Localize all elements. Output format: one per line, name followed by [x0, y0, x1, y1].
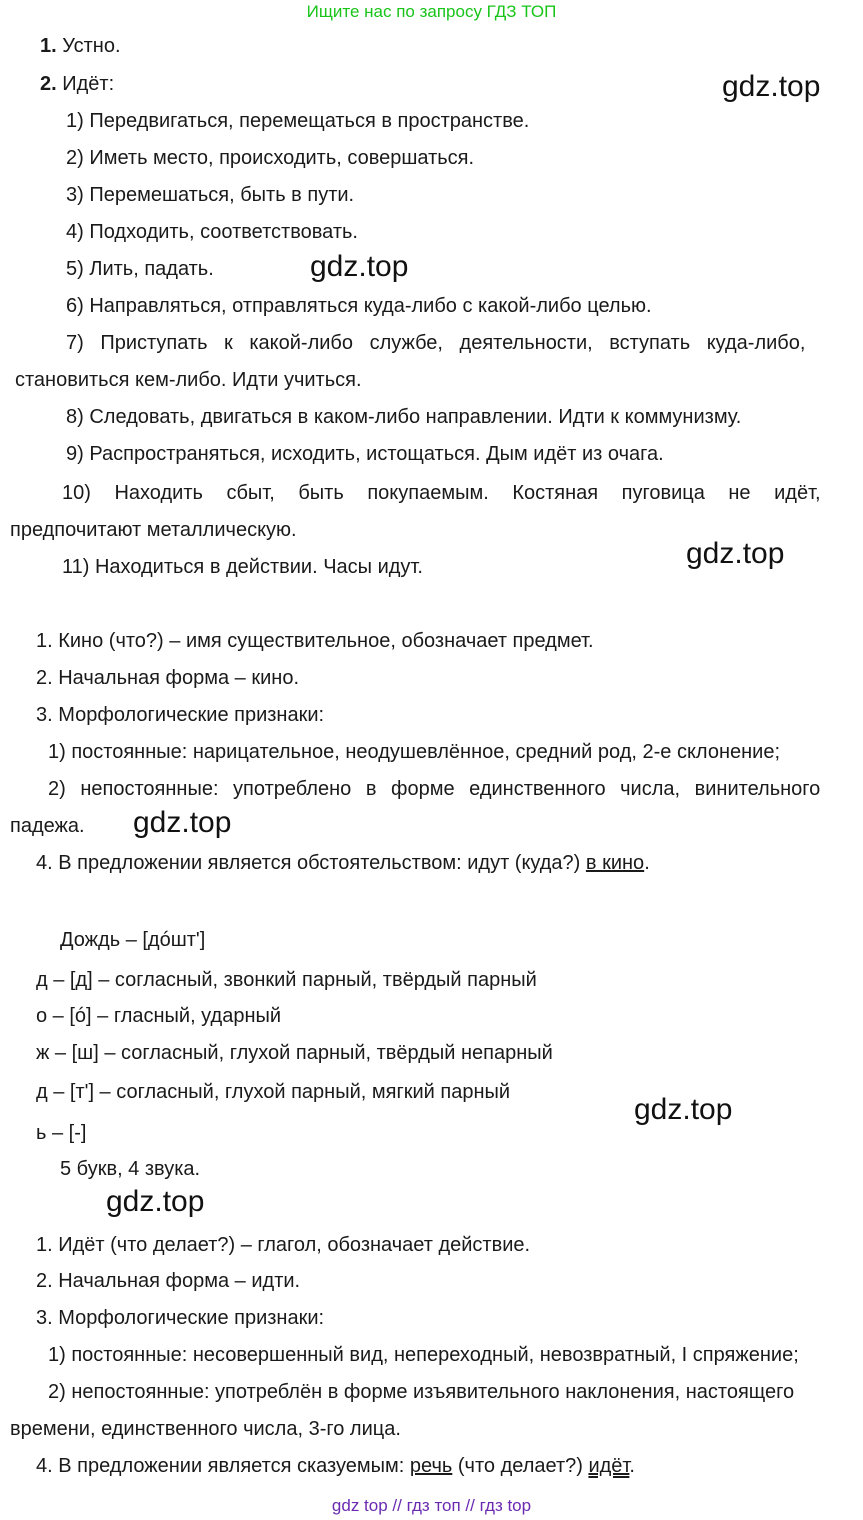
kino-point-4-text: 4. В предложении является обстоятельством: идут (куда?) — [36, 852, 586, 874]
meaning-7-line2: становиться кем-либо. Идти учиться. — [15, 369, 362, 391]
kino-constant: 1) постоянные: нарицательное, неодушевлённое, средний род, 2-е склонение; — [48, 741, 781, 763]
phonetic-row-4: д – [т'] – согласный, глухой парный, мягкий парный — [36, 1081, 511, 1103]
meaning-7-line1: 7) Приступать к какой-либо службе, деятельности, вступать куда-либо, — [66, 332, 806, 354]
watermark: gdz.top — [310, 250, 409, 283]
kino-variable-line2: падежа. — [10, 815, 85, 837]
meaning-8: 8) Следовать, двигаться в каком-либо направлении. Идти к коммунизму. — [66, 406, 742, 428]
meaning-2: 2) Иметь место, происходить, совершаться. — [66, 147, 475, 169]
kino-underlined-circumstance: в кино — [585, 852, 645, 874]
idet-point-3: 3. Морфологические признаки: — [36, 1307, 325, 1329]
idet-point-1: 1. Идёт (что делает?) – глагол, обозначает действие. — [36, 1234, 531, 1256]
footer-links[interactable]: gdz top // гдз топ // гдз top — [331, 1496, 532, 1515]
watermark: gdz.top — [686, 537, 785, 570]
idet-point-4-text: 4. В предложении является сказуемым: — [36, 1455, 410, 1477]
phonetic-row-5: ь – [-] — [36, 1122, 87, 1144]
kino-point-2: 2. Начальная форма – кино. — [36, 667, 300, 689]
meaning-1: 1) Передвигаться, перемещаться в пространстве. — [66, 110, 530, 132]
phonetic-row-2: о – [ó] – гласный, ударный — [36, 1005, 282, 1027]
meaning-4: 4) Подходить, соответствовать. — [66, 221, 358, 243]
watermark: gdz.top — [634, 1093, 733, 1126]
top-banner: Ищите нас по запросу ГДЗ ТОП — [306, 2, 557, 21]
task2-line — [40, 72, 114, 96]
idet-subject-word: речь — [409, 1455, 453, 1477]
kino-point-1: 1. Кино (что?) – имя существительное, обозначает предмет. — [36, 630, 594, 652]
idet-variable-line2: времени, единственного числа, 3-го лица. — [10, 1418, 401, 1440]
phonetic-header: Дождь – [дóшт'] — [60, 929, 206, 951]
meaning-6: 6) Направляться, отправляться куда-либо с какой-либо целью. — [66, 295, 652, 317]
task1-line — [40, 34, 121, 58]
idet-point-4 — [36, 1454, 635, 1478]
phonetic-row-1: д – [д] – согласный, звонкий парный, твёрдый парный — [36, 969, 537, 991]
idet-predicate-word: идёт — [588, 1455, 630, 1477]
idet-constant: 1) постоянные: несовершенный вид, непереходный, невозвратный, I спряжение; — [48, 1344, 799, 1366]
idet-point-2: 2. Начальная форма – идти. — [36, 1270, 301, 1292]
task2-number: 2. — [40, 73, 57, 95]
task1-number: 1. — [40, 35, 57, 57]
phonetic-summary: 5 букв, 4 звука. — [60, 1158, 201, 1180]
kino-point-3: 3. Морфологические признаки: — [36, 704, 325, 726]
meaning-3: 3) Перемешаться, быть в пути. — [66, 184, 355, 206]
meaning-5: 5) Лить, падать. — [66, 258, 214, 280]
watermark: gdz.top — [106, 1185, 205, 1218]
task2-text: Идёт: — [62, 73, 115, 95]
task1-text: Устно. — [62, 35, 121, 57]
watermark: gdz.top — [133, 806, 232, 839]
idet-variable-line1: 2) непостоянные: употреблён в форме изъявительного наклонения, настоящего — [48, 1381, 795, 1403]
idet-point-4-end: . — [629, 1455, 635, 1477]
watermark: gdz.top — [722, 70, 821, 103]
meaning-9: 9) Распространяться, исходить, истощаться. Дым идёт из очага. — [66, 443, 664, 465]
idet-question: (что делает?) — [452, 1455, 589, 1477]
meaning-11: 11) Находиться в действии. Часы идут. — [62, 556, 423, 578]
meaning-10-line1: 10) Находить сбыт, быть покупаемым. Костяная пуговица не идёт, — [62, 482, 821, 504]
kino-point-4 — [36, 851, 650, 875]
kino-point-4-end: . — [644, 852, 650, 874]
kino-variable-line1: 2) непостоянные: употреблено в форме единственного числа, винительного — [48, 778, 821, 800]
phonetic-row-3: ж – [ш] – согласный, глухой парный, твёрдый непарный — [36, 1042, 553, 1064]
meaning-10-line2: предпочитают металлическую. — [10, 519, 297, 541]
